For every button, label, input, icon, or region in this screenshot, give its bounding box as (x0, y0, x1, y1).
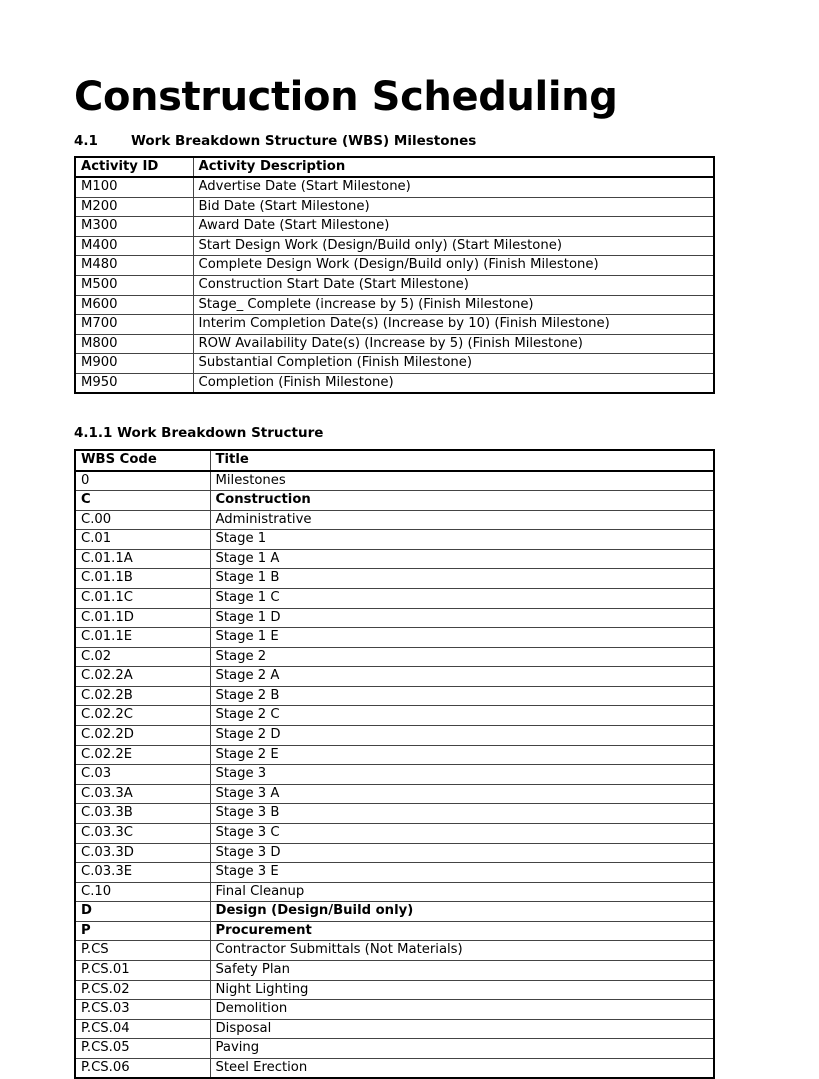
cell-code: P (75, 921, 210, 941)
cell-title: Design (Design/Build only) (210, 902, 714, 922)
table-row (75, 471, 714, 491)
cell-title: Procurement (210, 921, 714, 941)
cell-title: Disposal (210, 1019, 714, 1039)
cell-title: Stage 2 E (210, 745, 714, 765)
cell-code: P.CS.01 (75, 961, 210, 981)
cell-code: C.02.2B (75, 686, 210, 706)
table-row (75, 980, 714, 1000)
table-row (75, 295, 714, 315)
table-row (75, 217, 714, 237)
cell-title: Milestones (210, 471, 714, 491)
cell-title: Stage 3 D (210, 843, 714, 863)
cell-code: M600 (75, 295, 193, 315)
table-row (75, 1039, 714, 1059)
cell-code: C.01.1C (75, 589, 210, 609)
table-row (75, 628, 714, 648)
cell-title: Advertise Date (Start Milestone) (193, 177, 714, 197)
cell-title: Safety Plan (210, 961, 714, 981)
wbs-table-wrapper (74, 449, 713, 1079)
section-heading-4-1 (74, 117, 713, 156)
milestones-table (74, 156, 715, 395)
cell-code: C.03.3E (75, 863, 210, 883)
cell-title: Bid Date (Start Milestone) (193, 197, 714, 217)
table-row (75, 863, 714, 883)
cell-title: Demolition (210, 1000, 714, 1020)
cell-code: C.02.2D (75, 726, 210, 746)
table-row (75, 726, 714, 746)
table-row (75, 765, 714, 785)
cell-title: Substantial Completion (Finish Milestone) (193, 354, 714, 374)
cell-title: Stage 1 B (210, 569, 714, 589)
cell-title: Completion (Finish Milestone) (193, 373, 714, 393)
cell-code: 0 (75, 471, 210, 491)
table-row (75, 530, 714, 550)
cell-title: Interim Completion Date(s) (Increase by 10) (Finish Milestone) (193, 315, 714, 335)
table-row (75, 197, 714, 217)
cell-title: Administrative (210, 510, 714, 530)
table-row (75, 256, 714, 276)
cell-code: M700 (75, 315, 193, 335)
cell-code: M100 (75, 177, 193, 197)
cell-title: Stage 1 (210, 530, 714, 550)
cell-code: P.CS.06 (75, 1058, 210, 1078)
table-row (75, 784, 714, 804)
cell-code: P.CS.03 (75, 1000, 210, 1020)
cell-code: C.00 (75, 510, 210, 530)
section-number-4-1: 4.1 (74, 133, 98, 149)
section-heading-4-1-1 (74, 394, 713, 449)
cell-title: Final Cleanup (210, 882, 714, 902)
table-row (75, 334, 714, 354)
cell-title: Stage 2 B (210, 686, 714, 706)
document-content (74, 0, 713, 1079)
table-row (75, 1058, 714, 1078)
cell-code: M400 (75, 236, 193, 256)
milestones-table-body (75, 177, 714, 393)
table-row (75, 373, 714, 393)
cell-title: Stage 1 D (210, 608, 714, 628)
cell-title: Stage 2 C (210, 706, 714, 726)
table-row (75, 275, 714, 295)
cell-title: Complete Design Work (Design/Build only) (Finish Milestone) (193, 256, 714, 276)
table-row (75, 745, 714, 765)
table-row (75, 1019, 714, 1039)
cell-title: Stage 3 C (210, 823, 714, 843)
cell-code: P.CS.05 (75, 1039, 210, 1059)
cell-code: C.03.3D (75, 843, 210, 863)
cell-title: Stage 3 E (210, 863, 714, 883)
cell-title: Paving (210, 1039, 714, 1059)
table-row (75, 667, 714, 687)
wbs-table-head (75, 450, 714, 471)
cell-title: Stage 1 E (210, 628, 714, 648)
table-row (75, 686, 714, 706)
milestones-table-head (75, 157, 714, 178)
table-row (75, 706, 714, 726)
column-header-wbs-code: WBS Code (75, 450, 210, 471)
cell-title: Construction (210, 491, 714, 511)
table-row (75, 843, 714, 863)
wbs-table (74, 449, 715, 1079)
cell-code: C.01.1D (75, 608, 210, 628)
cell-title: Stage 1 C (210, 589, 714, 609)
cell-title: Start Design Work (Design/Build only) (Start Milestone) (193, 236, 714, 256)
table-row (75, 804, 714, 824)
cell-code: C.01.1A (75, 549, 210, 569)
cell-title: Stage 2 (210, 647, 714, 667)
cell-code: C.03.3A (75, 784, 210, 804)
section-title-4-1-1: Work Breakdown Structure (117, 425, 324, 442)
cell-title: Construction Start Date (Start Milestone) (193, 275, 714, 295)
table-row (75, 589, 714, 609)
page-title: Construction Scheduling (74, 74, 618, 120)
cell-title: Award Date (Start Milestone) (193, 217, 714, 237)
table-row (75, 921, 714, 941)
cell-code: P.CS (75, 941, 210, 961)
table-header-row (75, 450, 714, 471)
table-row (75, 823, 714, 843)
cell-title: Night Lighting (210, 980, 714, 1000)
cell-code: M800 (75, 334, 193, 354)
cell-title: Stage 2 A (210, 667, 714, 687)
cell-code: C (75, 491, 210, 511)
cell-code: C.03 (75, 765, 210, 785)
cell-code: C.02.2C (75, 706, 210, 726)
cell-title: Stage 3 B (210, 804, 714, 824)
cell-title: Stage 3 A (210, 784, 714, 804)
table-row (75, 354, 714, 374)
table-row (75, 569, 714, 589)
cell-title: ROW Availability Date(s) (Increase by 5) (Finish Milestone) (193, 334, 714, 354)
table-row (75, 882, 714, 902)
milestones-table-wrapper (74, 156, 713, 395)
wbs-table-body (75, 471, 714, 1079)
cell-code: D (75, 902, 210, 922)
cell-code: M900 (75, 354, 193, 374)
cell-code: M200 (75, 197, 193, 217)
section-title-4-1: Work Breakdown Structure (WBS) Milestones (131, 133, 477, 149)
cell-code: C.02.2A (75, 667, 210, 687)
cell-code: C.02 (75, 647, 210, 667)
column-header-title: Title (210, 450, 714, 471)
table-row (75, 177, 714, 197)
column-header-activity-description: Activity Description (193, 157, 714, 178)
cell-code: C.01 (75, 530, 210, 550)
cell-code: C.10 (75, 882, 210, 902)
table-row (75, 902, 714, 922)
cell-title: Stage 2 D (210, 726, 714, 746)
section-number-4-1-1: 4.1.1 (74, 425, 113, 442)
cell-title: Stage 3 (210, 765, 714, 785)
cell-title: Steel Erection (210, 1058, 714, 1078)
table-row (75, 510, 714, 530)
cell-title: Stage_ Complete (increase by 5) (Finish Milestone) (193, 295, 714, 315)
cell-code: M300 (75, 217, 193, 237)
table-row (75, 1000, 714, 1020)
cell-code: P.CS.04 (75, 1019, 210, 1039)
cell-code: C.03.3C (75, 823, 210, 843)
table-row (75, 608, 714, 628)
cell-title: Stage 1 A (210, 549, 714, 569)
cell-code: C.01.1E (75, 628, 210, 648)
table-row (75, 549, 714, 569)
table-row (75, 941, 714, 961)
table-row (75, 491, 714, 511)
table-row (75, 647, 714, 667)
cell-code: C.01.1B (75, 569, 210, 589)
table-row (75, 961, 714, 981)
table-header-row (75, 157, 714, 178)
table-row (75, 236, 714, 256)
cell-code: C.03.3B (75, 804, 210, 824)
cell-title: Contractor Submittals (Not Materials) (210, 941, 714, 961)
column-header-activity-id: Activity ID (75, 157, 193, 178)
cell-code: M950 (75, 373, 193, 393)
cell-code: M500 (75, 275, 193, 295)
cell-code: P.CS.02 (75, 980, 210, 1000)
cell-code: C.02.2E (75, 745, 210, 765)
table-row (75, 315, 714, 335)
cell-code: M480 (75, 256, 193, 276)
